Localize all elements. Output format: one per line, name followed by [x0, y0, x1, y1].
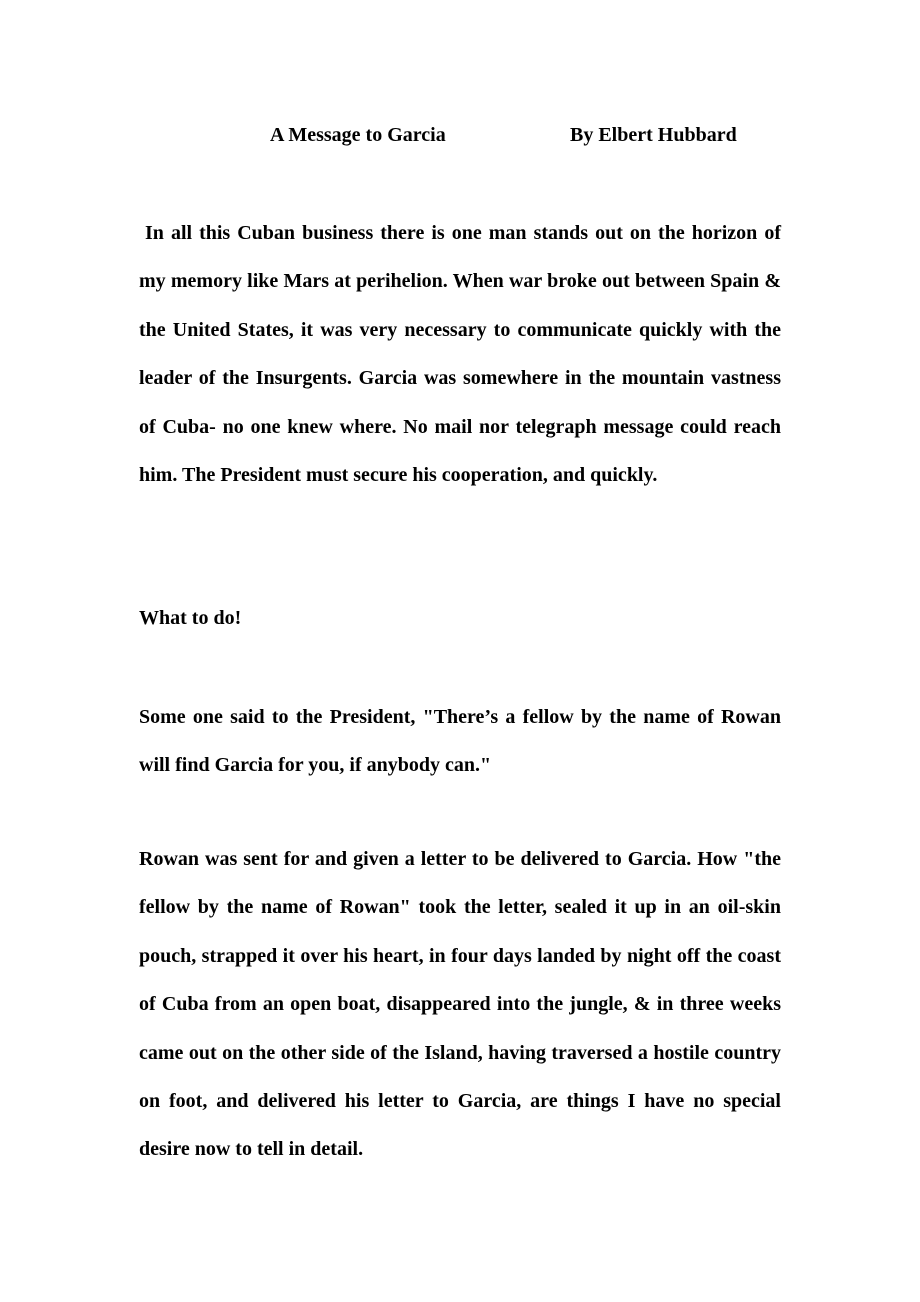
document-author: By Elbert Hubbard [570, 124, 737, 146]
paragraph-2: What to do! [139, 607, 242, 629]
paragraph-1 [139, 209, 781, 499]
paragraph-1-text: In all this Cuban business there is one man stands out on the horizon of my memory like Mars at perihelion. When war broke out between Spain & the United States, it was very necessary to communicate quickly with the leader of the Insurgents. Garcia was somewhere in the mountain vastness of Cuba- no one knew where. No mail nor telegraph message could reach him. The President must secure his cooperation, and quickly. [139, 222, 781, 487]
title-line [0, 124, 920, 150]
document-title: A Message to Garcia [270, 124, 446, 146]
paragraph-4: Rowan was sent for and given a letter to be delivered to Garcia. How "the fellow by the name of Rowan" took the letter, sealed it up in an oil-skin pouch, strapped it over his heart, in four days landed by night off the coast of Cuba from an open boat, disappeared into the jungle, & in three weeks came out on the other side of the Island, having traversed a hostile country on foot, and delivered his letter to Garcia, are things I have no special desire now to tell in detail. [139, 848, 781, 1161]
paragraph-3: Some one said to the President, "There’s a fellow by the name of Rowan will find Garcia for you, if anybody can." [139, 706, 781, 777]
